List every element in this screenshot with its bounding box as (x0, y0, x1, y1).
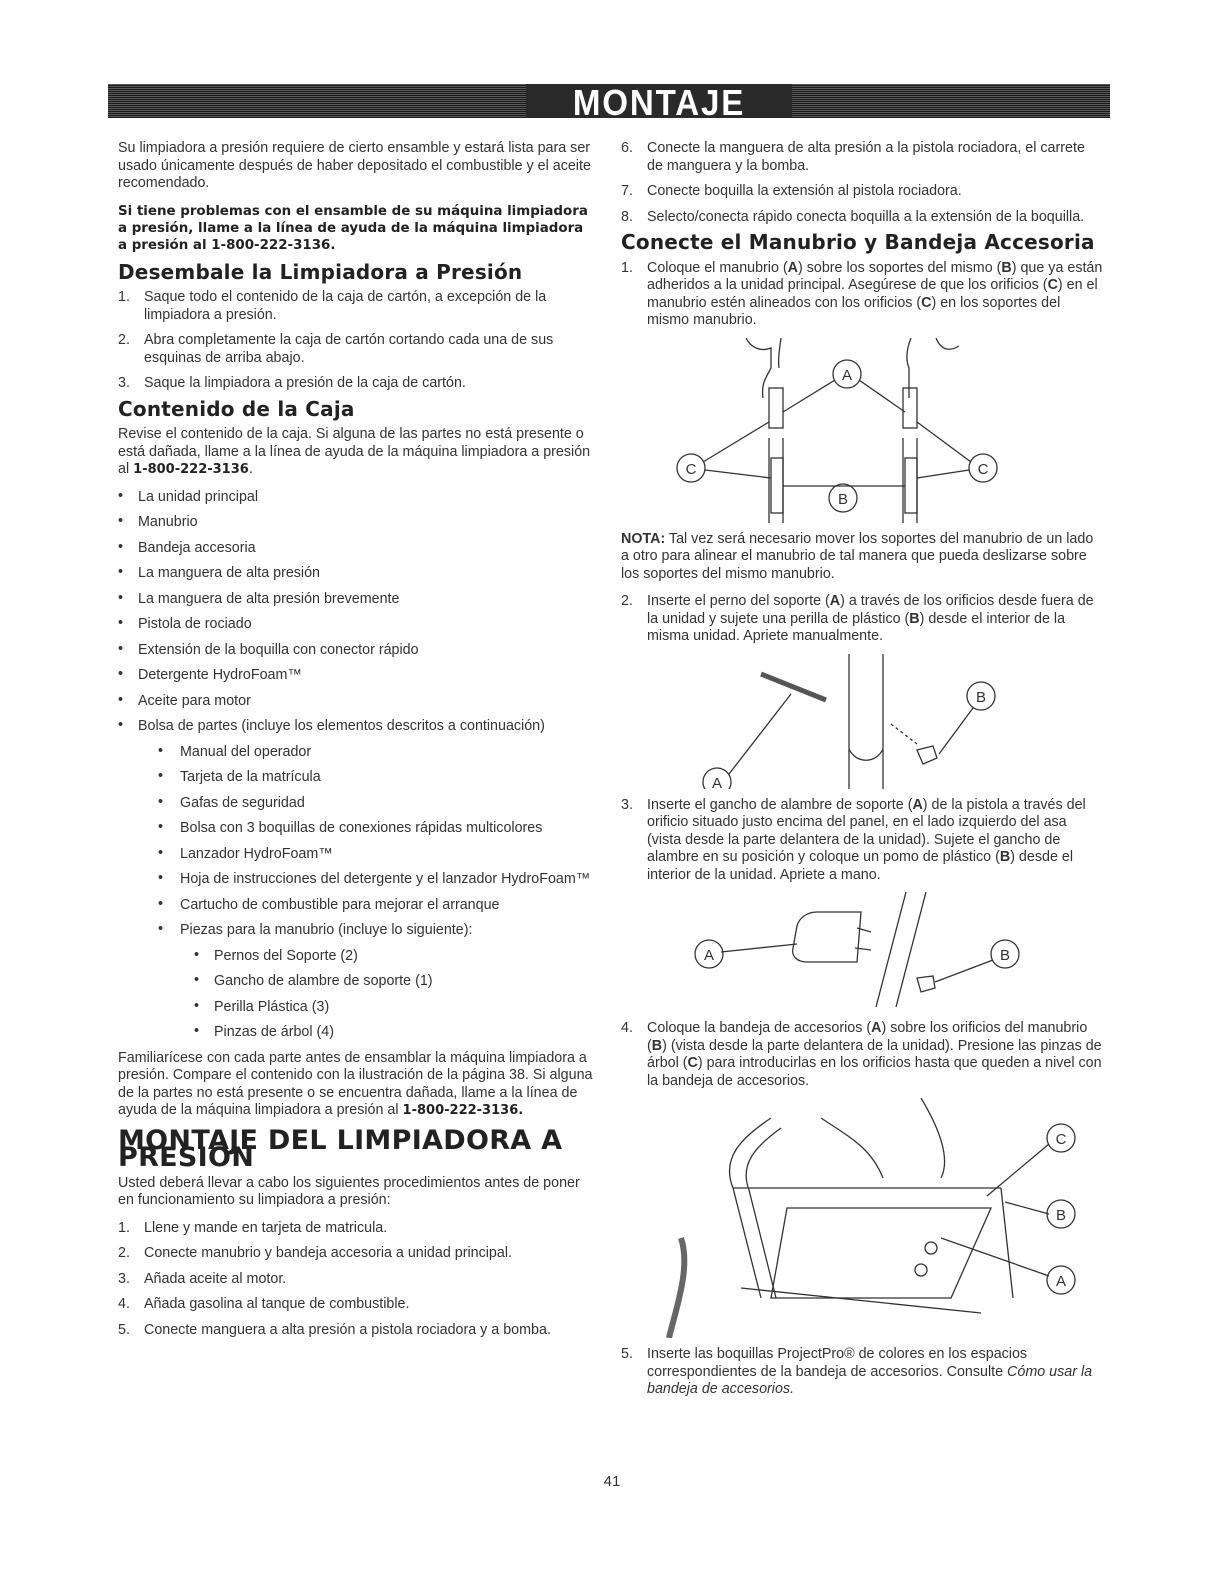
bolt-knob-figure (621, 654, 1104, 789)
list-item: 6. Conecte la manguera de alta presión a la pistola rociadora, el carrete de manguera y la bomba. (621, 140, 1085, 174)
page-title: MONTAJE (572, 82, 746, 123)
list-item: • Extensión de la boquilla con conector rápido (118, 640, 419, 658)
list-item: • Manual del operador (158, 742, 312, 760)
label-b: B (837, 490, 849, 508)
handle-steps (621, 260, 1104, 330)
list-item: • Pistola de rociado (118, 615, 252, 632)
banner-title-box (526, 82, 792, 123)
list-item: • Gancho de alambre de soporte (1) (194, 972, 433, 989)
label-a: A (711, 774, 723, 789)
assembly-intro: Usted deberá llevar a cabo los siguientes procedimientos antes de poner en funcionamiento su limpiadora a presión: (118, 1174, 580, 1208)
list-item: • Tarjeta de la matrícula (158, 768, 321, 785)
contents-outro: Familiarícese con cada parte antes de ensamblar la máquina limpiadora a presión. Compare el contenido con la ilustración de la página 38. Si alguna de la partes no está presente o se encuentra dañada, llame a la línea de ayuda de la máquina limpiadora a presión al 1-800-222-3136. (118, 1049, 593, 1118)
handle-parts-list (118, 948, 593, 1042)
label-a: A (1055, 1273, 1067, 1290)
handle-steps-4 (621, 1020, 1104, 1090)
handle-steps-5 (621, 1346, 1104, 1399)
note-paragraph: NOTA: Tal vez será necesario mover los soportes del manubrio de un lado a otro para alinear el manubrio de tal manera que pueda deslizarse sobre los soportes del mismo manubrio. (621, 530, 1094, 582)
list-item: • La manguera de alta presión brevemente (118, 589, 400, 607)
label-c: C (1055, 1131, 1067, 1148)
assembly-steps (118, 1220, 593, 1340)
phone-number: 1-800-222-3136. (402, 1103, 524, 1118)
list-item: • Hoja de instrucciones del detergente y el lanzador HydroFoam™ (158, 870, 591, 887)
list-item: 4. Añada gasolina al tanque de combustible. (118, 1296, 410, 1312)
accessory-tray-figure (621, 1098, 1104, 1338)
list-item: 2. Abra completamente la caja de cartón cortando cada una de sus esquinas de arriba abajo. (118, 332, 554, 366)
list-item: • Perilla Plástica (3) (194, 997, 330, 1015)
list-item: 3. Añada aceite al motor. (118, 1270, 287, 1287)
list-item: 3. Inserte el gancho de alambre de soporte (A) de la pistola a través del orificio situado justo encima del panel, en el lado izquierdo del asa (vista desde la parte delantera de la unidad). Sujete el gancho de alambre en su posición y coloque un pomo de plástico (B) desde el interior de la unidad. Apriete a mano. (621, 796, 1086, 883)
contents-list (118, 489, 593, 736)
intro-paragraph: Su limpiadora a presión requiere de cierto ensamble y estará lista para ser usado únicamente después de haber depositado el combustible y el aceite recomendado. (118, 140, 591, 191)
assembly-heading: MONTAJE DEL LIMPIADORA A PRESIÓN (118, 1124, 563, 1173)
list-item: • Bolsa de partes (incluye los elementos descritos a continuación) (118, 717, 545, 734)
label-a: A (703, 947, 715, 964)
label-a: A (841, 366, 853, 384)
list-item: • La unidad principal (118, 487, 259, 505)
list-item: • Aceite para motor (118, 691, 251, 709)
label-b: B (975, 688, 987, 706)
contents-heading: Contenido de la Caja (118, 396, 355, 421)
help-paragraph: Si tiene problemas con el ensamble de su máquina limpiadora a presión, llame a la línea de ayuda de la máquina limpiadora a presión al 1-800-222-3136. (118, 203, 588, 253)
list-item: • Detergente HydroFoam™ (118, 666, 302, 683)
list-item: • Piezas para la manubrio (incluye lo siguiente): (158, 921, 473, 938)
list-item: • La manguera de alta presión (118, 564, 321, 581)
list-item: 7. Conecte boquilla la extensión al pistola rociadora. (621, 183, 962, 199)
list-item: • Gafas de seguridad (158, 793, 305, 811)
phone-number: 1-800-222-3136 (133, 462, 249, 477)
list-item: 4. Coloque la bandeja de accesorios (A) sobre los orificios del manubrio (B) (vista desde la parte delantera de la unidad). Presione las pinzas de árbol (C) para introducirlas en los orificios hasta que queden a nivel con la bandeja de accesorios. (621, 1020, 1102, 1089)
list-item: 2. Conecte manubrio y bandeja accesoria a unidad principal. (118, 1245, 512, 1261)
wire-hook-figure (621, 892, 1104, 1012)
handle-brackets-figure (621, 338, 1104, 523)
unpack-steps (118, 289, 593, 393)
label-b: B (999, 947, 1011, 964)
list-item: 1. Saque todo el contenido de la caja de cartón, a excepción de la limpiadora a presión. (118, 289, 547, 323)
title-banner (108, 82, 1110, 123)
left-column (118, 140, 593, 1347)
list-item: 8. Selecto/conecta rápido conecta boquilla a la extensión de la boquilla. (621, 208, 1085, 225)
list-item: 5. Conecte manguera a alta presión a pistola rociadora y a bomba. (118, 1321, 551, 1338)
list-item: 5. Inserte las boquillas ProjectPro® de colores en los espacios correspondientes de la bandeja de accesorios. Consulte Cómo usar la bandeja de accesorios. (621, 1346, 1093, 1397)
list-item: • Lanzador HydroFoam™ (158, 844, 333, 862)
label-b: B (1055, 1207, 1067, 1224)
handle-heading: Conecte el Manubrio y Bandeja Accesoria (621, 230, 1095, 254)
handle-steps-3 (621, 797, 1104, 885)
list-item: • Bandeja accesoria (118, 538, 256, 556)
right-column (621, 140, 1104, 1407)
list-item: 1. Llene y mande en tarjeta de matricula. (118, 1219, 388, 1236)
label-c: C (977, 460, 989, 478)
page-number: 41 (603, 1473, 621, 1490)
list-item: 1. Coloque el manubrio (A) sobre los soportes del mismo (B) que ya están adheridos a la unidad principal. Asegúrese de que los orificios (C) en el manubrio estén alineados con los orificios (C) en los soportes del mismo manubrio. (621, 259, 1103, 328)
list-item: • Bolsa con 3 boquillas de conexiones rápidas multicolores (158, 819, 543, 836)
unpack-heading: Desembale la Limpiadora a Presión (118, 259, 523, 284)
list-item: • Pinzas de árbol (4) (194, 1023, 334, 1040)
handle-steps-2 (621, 593, 1104, 646)
bag-contents-list (118, 744, 593, 940)
list-item: • Cartucho de combustible para mejorar el arranque (158, 895, 500, 913)
list-item: 3. Saque la limpiadora a presión de la caja de cartón. (118, 375, 466, 391)
assembly-steps-continued (621, 140, 1104, 226)
list-item: • Pernos del Soporte (2) (194, 946, 358, 964)
contents-intro: Revise el contenido de la caja. Si alguna de las partes no está presente o está dañada, llame a la línea de ayuda de la máquina limpiadora a presión al 1-800-222-3136. (118, 426, 591, 477)
list-item: 2. Inserte el perno del soporte (A) a través de los orificios desde fuera de la unidad y sujete una perilla de plástico (B) desde el interior de la misma unidad. Apriete manualmente. (621, 593, 1094, 644)
label-c: C (685, 460, 697, 478)
list-item: • Manubrio (118, 513, 198, 530)
